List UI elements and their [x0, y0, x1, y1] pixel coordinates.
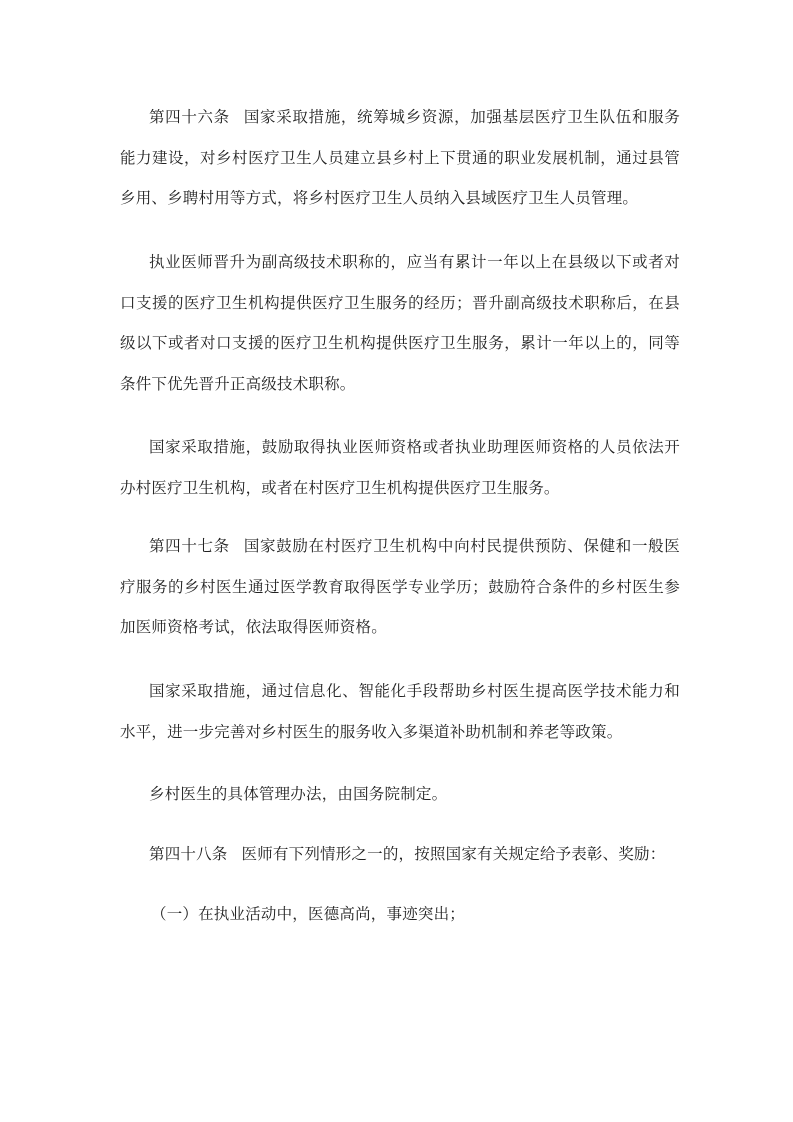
paragraph-text: 医师有下列情形之一的，按照国家有关规定给予表彰、奖励：: [241, 845, 666, 863]
paragraph-management-measures: [120, 774, 680, 815]
paragraph-informatization: [120, 671, 680, 752]
paragraph-text: 国家采取措施，鼓励取得执业医师资格或者执业助理医师资格的人员依法开办村医疗卫生机构，或者在村医疗卫生机构提供医疗卫生服务。: [120, 438, 680, 497]
paragraph-text: 国家采取措施，统筹城乡资源，加强基层医疗卫生队伍和服务能力建设，对乡村医疗卫生人员建立县乡村上下贯通的职业发展机制，通过县管乡用、乡聘村用等方式，将乡村医疗卫生人员纳入县域医疗卫生人员管理。: [120, 108, 680, 207]
article-number: 第四十六条: [149, 108, 230, 126]
paragraph-village-clinic: [120, 427, 680, 508]
article-number: 第四十七条: [149, 537, 230, 555]
paragraph-text: （一）在执业活动中，医德高尚，事迹突出；: [151, 905, 466, 923]
paragraph-article-46: [120, 97, 680, 219]
paragraph-text: 国家采取措施，通过信息化、智能化手段帮助乡村医生提高医学技术能力和水平，进一步完善对乡村医生的服务收入多渠道补助机制和养老等政策。: [120, 682, 680, 741]
paragraph-text: 执业医师晋升为副高级技术职称的，应当有累计一年以上在县级以下或者对口支援的医疗卫生机构提供医疗卫生服务的经历；晋升副高级技术职称后，在县级以下或者对口支援的医疗卫生机构提供医疗卫生服务，累计一年以上的，同等条件下优先晋升正高级技术职称。: [120, 253, 680, 393]
article-number: 第四十八条: [149, 845, 228, 863]
paragraph-text: 国家鼓励在村医疗卫生机构中向村民提供预防、保健和一般医疗服务的乡村医生通过医学教育取得医学专业学历；鼓励符合条件的乡村医生参加医师资格考试，依法取得医师资格。: [120, 537, 680, 636]
paragraph-promotion-rules: [120, 242, 680, 404]
paragraph-article-48: [120, 834, 680, 875]
paragraph-article-47: [120, 526, 680, 648]
list-item-1: [120, 894, 680, 935]
paragraph-text: 乡村医生的具体管理办法，由国务院制定。: [149, 785, 448, 803]
